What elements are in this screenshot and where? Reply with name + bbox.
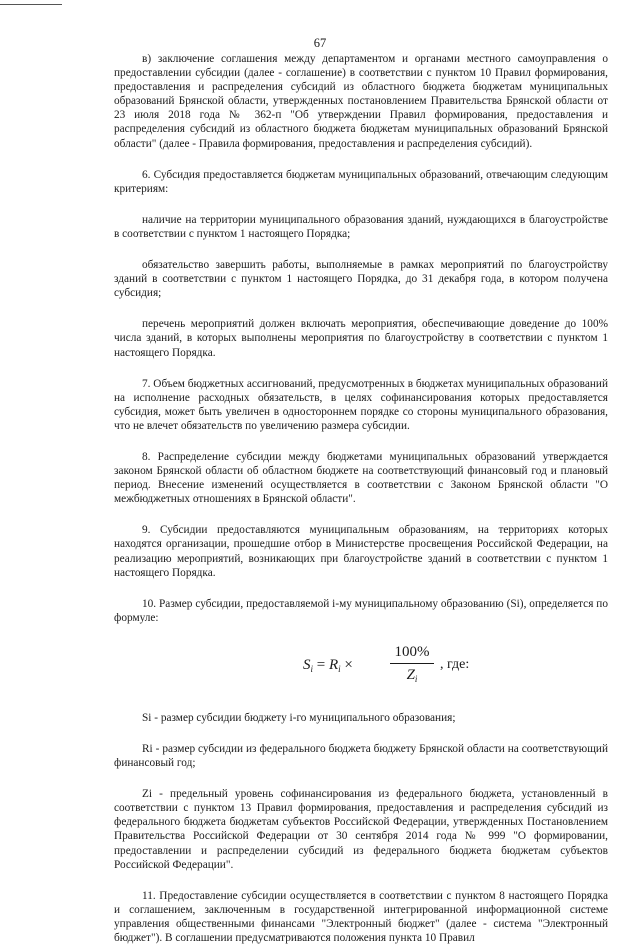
formula-where: , где: [440,656,470,672]
formula-times: × [344,656,353,673]
criterion-3: перечень мероприятий должен включать мероприятия, обеспечивающие доведение до 100% числа зданий, в которых выполнены мероприятия по благоустройству в соответствии с пунктом 1 настоящего Порядка. [114,318,608,359]
formula-equals: = [316,656,326,673]
formula-denominator [390,666,434,688]
formula-r-sub: i [338,663,341,674]
page-number: 67 [313,36,327,50]
def-zi: Zi - предельный уровень софинансирования из федерального бюджета, установленный в соответствии с пунктом 13 Правил формирования, предоставления и распределения субсидий из федерального бюджета бюджетам субъектов Российской Федерации, утвержденных Постановлением Правительства Российской Федерации от 30 сентября 2014 года № 999 "О формировании, предоставлении и распределении субсидий из федерального бюджета бюджетам субъектов Российской Федерации". [114,788,608,871]
def-ri: Ri - размер субсидии из федерального бюджета бюджету Брянской области на соответствующий финансовый год; [114,743,608,770]
paragraph-11: 11. Предоставление субсидии осуществляется в соответствии с пунктом 8 настоящего Порядка и соглашением, заключенным в государственной интегрированной информационной системе управления общественными финансами "Электронный бюджет" (далее - система "Электронный бюджет"). В соглашении предусматриваются положения пункта 10 Правил [114,889,608,945]
fraction-bar [390,663,434,664]
criterion-2: обязательство завершить работы, выполняемые в рамках мероприятий по благоустройству зданий в соответствии с пунктом 1 настоящего Порядка, до 31 декабря года, в котором получена субсидия; [114,259,608,300]
formula-z: Z [406,666,415,683]
formula-numerator: 100% [394,643,430,660]
formula-s: S [303,656,311,673]
formula-lhs [303,658,353,676]
formula-z-sub: i [414,673,418,684]
formula-fraction [390,643,434,688]
subsidy-formula [114,639,608,711]
def-si: Si - размер субсидии бюджету i-го муниципального образования; [142,711,456,724]
formula-s-sub: i [310,663,314,674]
paragraph-6: 6. Субсидия предоставляется бюджетам муниципальных образований, отвечающим следующим критериям: [114,168,608,195]
paragraph-8: 8. Распределение субсидии между бюджетами муниципальных образований утверждается законом Брянской области об областном бюджете на соответствующий финансовый год и плановый период. Внесение изменений осуществляется в соответствии с Законом Брянской области "О межбюджетных отношениях в Брянской области". [114,450,608,506]
paragraph-10: 10. Размер субсидии, предоставляемой i-му муниципальному образованию (Si), определяется по формуле: [114,597,608,624]
formula-r: R [328,656,339,673]
scan-edge-line [0,4,62,5]
paragraph-5v: в) заключение соглашения между департаментом и органами местного самоуправления о предоставлении субсидии (далее - соглашение) в соответствии с пунктом 10 Правил формирования, предоставления и распределения субсидий из областного бюджета бюджетам муниципальных образований Брянской области, утвержденных постановлением Правительства Брянской области от 23 июля 2018 года № 362-п "Об утверждении Правил формирования, предоставления и распределения субсидий из областного бюджета бюджетам муниципальных образований Брянской области" (далее - Правила формирования, предоставления и распределения субсидий). [114,53,608,150]
paragraph-7: 7. Объем бюджетных ассигнований, предусмотренных в бюджетах муниципальных образований на исполнение расходных обязательств, в целях софинансирования которых предоставляется субсидия, может быть увеличен в одностороннем порядке со стороны муниципального образования, что не влечет обязательств по увеличению размера субсидии. [114,377,608,432]
criterion-1: наличие на территории муниципального образования зданий, нуждающихся в благоустройстве в соответствии с пунктом 1 настоящего Порядка; [114,213,608,240]
document-body [114,52,608,945]
paragraph-9: 9. Субсидии предоставляются муниципальным образованиям, на территориях которых находятся организации, прошедшие отбор в Министерстве просвещения Российской Федерации, на реализацию мероприятий, возникающих при благоустройстве зданий в соответствии с пунктом 1 настоящего Порядка. [114,524,608,579]
